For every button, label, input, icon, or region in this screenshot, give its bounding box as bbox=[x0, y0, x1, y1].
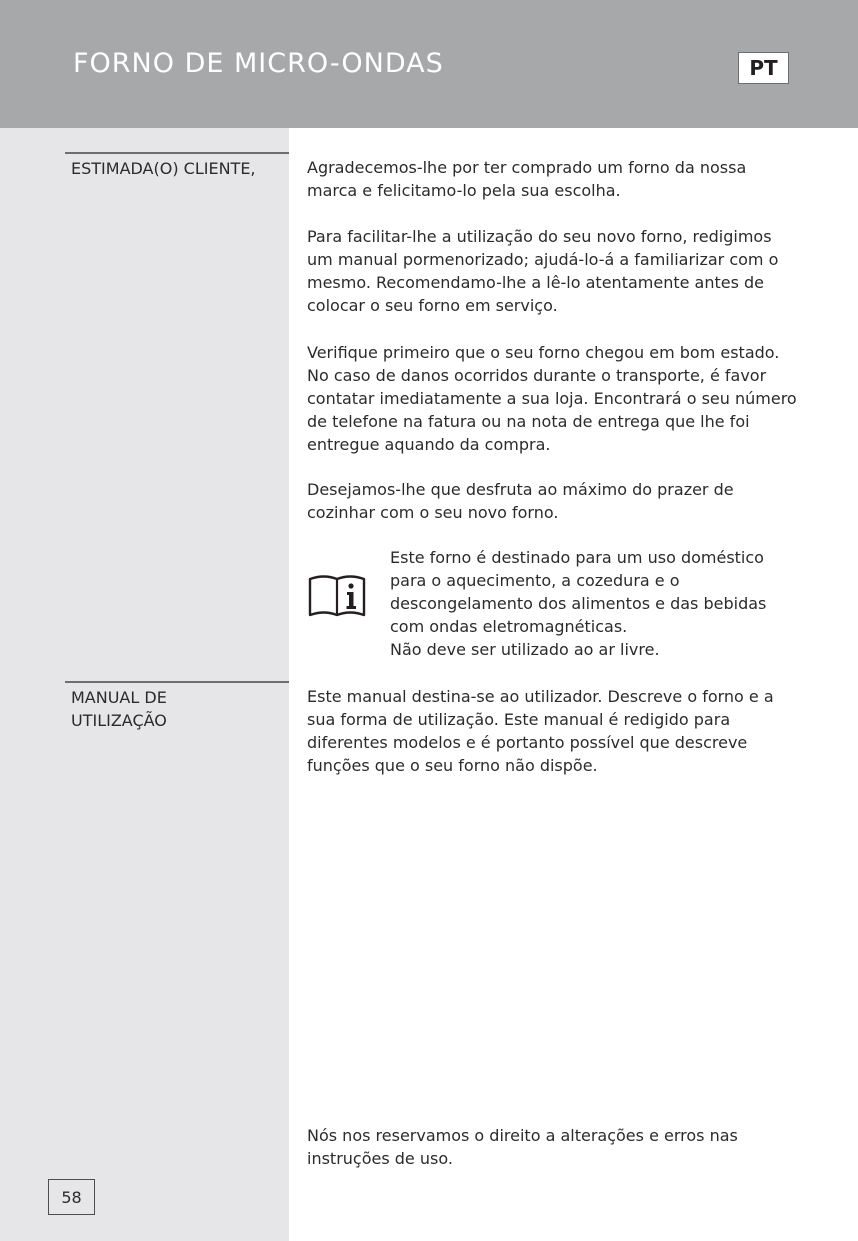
section-label-text: ESTIMADA(O) CLIENTE, bbox=[71, 159, 256, 178]
paragraph: Para facilitar-lhe a utilização do seu novo forno, redigimos um manual pormenorizado; ajudá-lo-á a familiarizar com o mesmo. Recomendamo-lhe a lê-lo atentamente antes de colocar o seu forno em serviço. bbox=[307, 227, 779, 315]
info-note-line: Não deve ser utilizado ao ar livre. bbox=[390, 640, 660, 659]
paragraph: Este manual destina-se ao utilizador. Descreve o forno e a sua forma de utilização. Este manual é redigido para diferentes modelos e é portanto possível que descreve funções que o seu forno não dispõe. bbox=[307, 687, 774, 775]
info-note bbox=[307, 546, 797, 661]
info-note-text bbox=[390, 546, 790, 661]
intro-paragraph-4 bbox=[307, 478, 797, 524]
page-number: 58 bbox=[48, 1179, 95, 1215]
intro-paragraph-2 bbox=[307, 225, 797, 317]
paragraph: Desejamos-lhe que desfruta ao máximo do prazer de cozinhar com o seu novo forno. bbox=[307, 480, 734, 522]
paragraph: Verifique primeiro que o seu forno chegou em bom estado. No caso de danos ocorridos durante o transporte, é favor contatar imediatamente a sua loja. Encontrará o seu número de telefone na fatura ou na nota de entrega que lhe foi entregue aquando da compra. bbox=[307, 343, 797, 454]
intro-paragraph-3 bbox=[307, 341, 797, 456]
intro-paragraph-1 bbox=[307, 156, 797, 202]
paragraph: Agradecemos-lhe por ter comprado um forno da nossa marca e felicitamo-lo pela sua escolha. bbox=[307, 158, 747, 200]
manual-info-icon bbox=[307, 573, 367, 618]
info-note-line: Este forno é destinado para um uso doméstico para o aquecimento, a cozedura e o descongelamento dos alimentos e das bebidas com ondas eletromagnéticas. bbox=[390, 548, 767, 636]
language-badge: PT bbox=[738, 52, 789, 84]
paragraph: Nós nos reservamos o direito a alterações e erros nas instruções de uso. bbox=[307, 1126, 738, 1168]
document-title: FORNO DE MICRO-ONDAS bbox=[73, 48, 444, 79]
manual-paragraph bbox=[307, 685, 797, 777]
section-label-dear-customer bbox=[65, 152, 289, 180]
footer-note bbox=[307, 1124, 797, 1170]
section-label-text: MANUAL DE UTILIZAÇÃO bbox=[71, 688, 167, 730]
page-header bbox=[0, 0, 858, 128]
section-label-user-manual bbox=[65, 681, 289, 732]
